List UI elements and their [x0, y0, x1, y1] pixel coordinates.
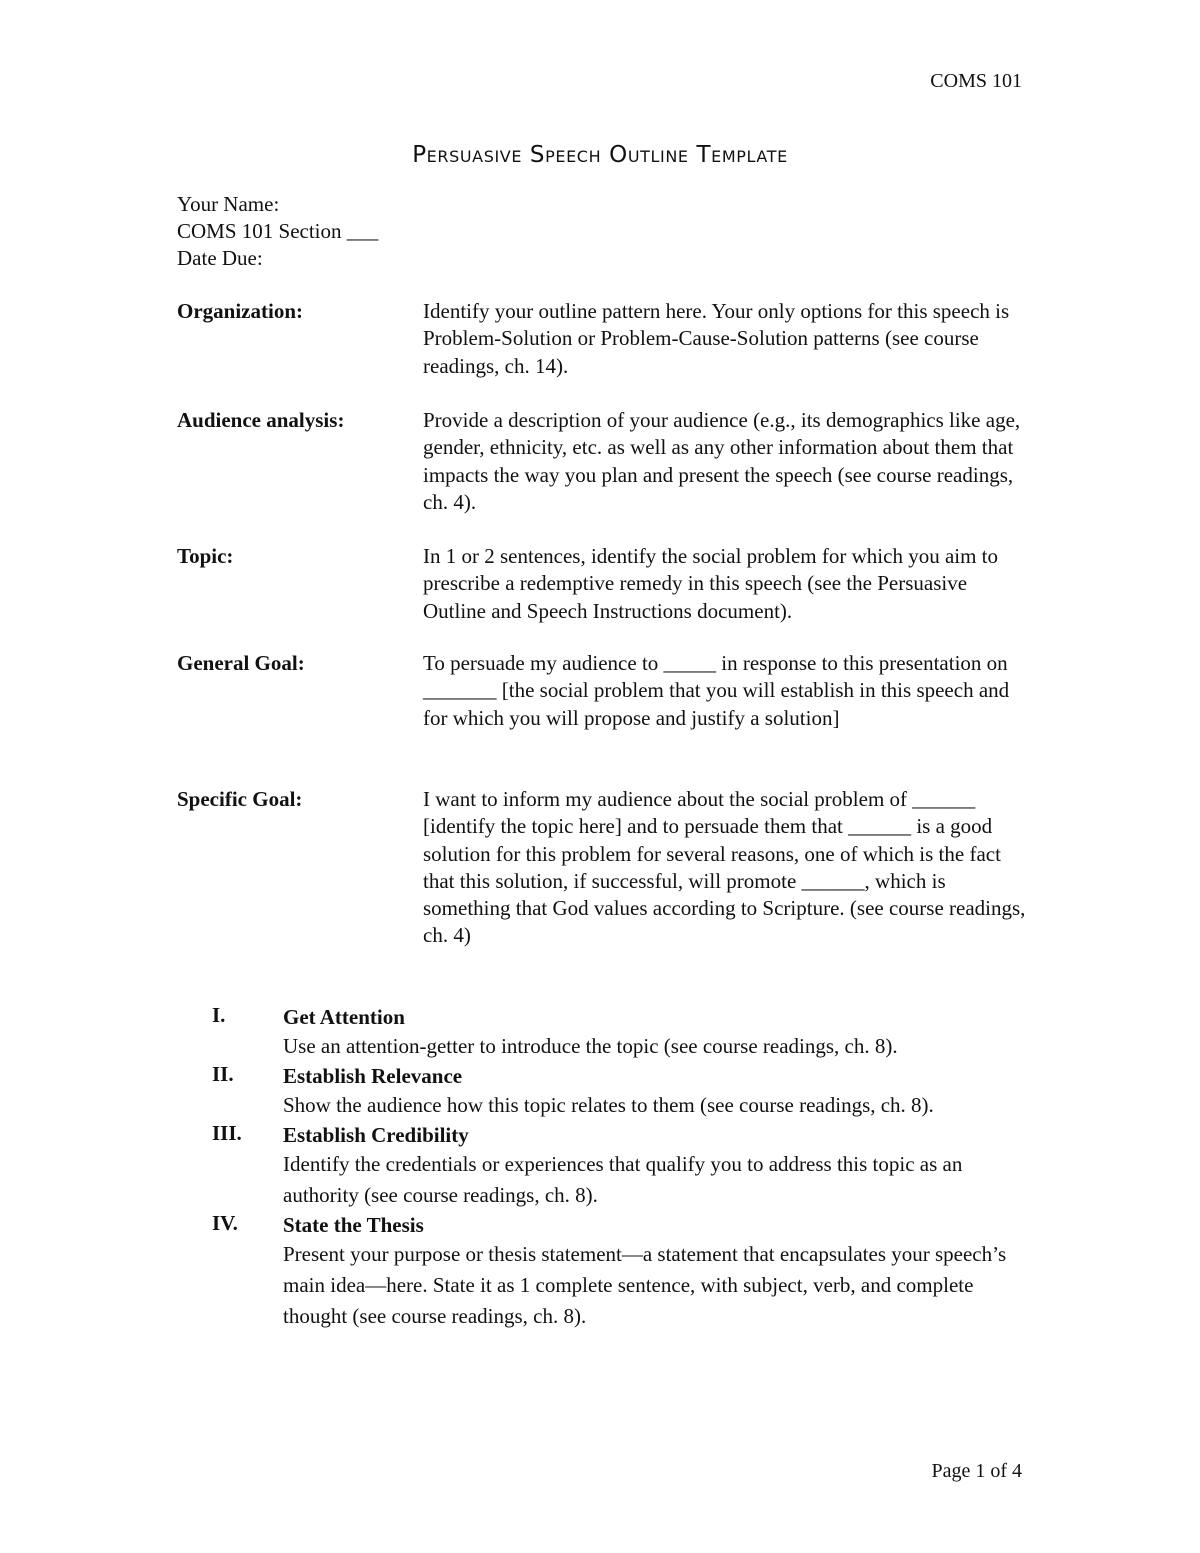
date-due-line: Date Due: [177, 246, 263, 270]
outline-heading: Get Attention [283, 1005, 405, 1029]
field-text: Identify your outline pattern here. Your only options for this speech is Problem-Solution or Problem-Cause-Solution patterns (see course readings, ch. 14). [423, 299, 1010, 378]
field-label: Organization: [177, 299, 303, 323]
field-label: Topic: [177, 544, 234, 568]
page-header-course: COMS 101 [930, 70, 1022, 92]
field-label: Specific Goal: [177, 787, 303, 811]
document-title: Persuasive Speech Outline Template [412, 142, 788, 168]
outline-item [212, 1211, 1023, 1332]
outline-numeral: I. [212, 1003, 226, 1027]
outline-item [212, 1121, 1023, 1211]
field-text: Provide a description of your audience (e.g., its demographics like age, gender, ethnicity, etc. as well as any other information about them that impacts the way you plan and present the speech (see course readings, ch. 4). [423, 408, 1021, 514]
field-text: In 1 or 2 sentences, identify the social problem for which you aim to prescribe a redemptive remedy in this speech (see the Persuasive Outline and Speech Instructions document). [423, 544, 999, 623]
outline-text: Use an attention-getter to introduce the topic (see course readings, ch. 8). [283, 1034, 898, 1058]
outline-text: Identify the credentials or experiences that qualify you to address this topic as an authority (see course readings, ch. 8). [283, 1152, 963, 1207]
outline-heading: Establish Relevance [283, 1064, 463, 1088]
page-number: Page 1 of 4 [931, 1460, 1022, 1482]
student-info-block [177, 191, 378, 272]
outline-item [212, 1062, 1023, 1121]
section-line: COMS 101 Section ___ [177, 219, 379, 243]
outline-heading: State the Thesis [283, 1213, 424, 1237]
outline-item [212, 1003, 1023, 1062]
field-label: General Goal: [177, 651, 305, 675]
outline-numeral: II. [212, 1062, 234, 1086]
outline-numeral: IV. [212, 1211, 238, 1235]
outline-heading: Establish Credibility [283, 1123, 469, 1147]
student-name-line: Your Name: [177, 192, 280, 216]
intro-outline-list [212, 1003, 1023, 1332]
field-text: To persuade my audience to _____ in response to this presentation on _______ [the social problem that you will establish in this speech and for which you will propose and justify a solution] [423, 651, 1010, 730]
outline-numeral: III. [212, 1121, 242, 1145]
field-label: Audience analysis: [177, 408, 345, 432]
outline-text: Show the audience how this topic relates to them (see course readings, ch. 8). [283, 1093, 934, 1117]
field-text: I want to inform my audience about the social problem of ______ [identify the topic here] and to persuade them that ______ is a good solution for this problem for several reasons, one of which is the fact that this solution, if successful, will promote ______, which is something that God values according to Scripture. (see course readings, ch. 4) [423, 787, 1026, 948]
outline-text: Present your purpose or thesis statement—a statement that encapsulates your speech’s main idea—here. State it as 1 complete sentence, with subject, verb, and complete thought (see course readings, ch. 8). [283, 1242, 1007, 1328]
